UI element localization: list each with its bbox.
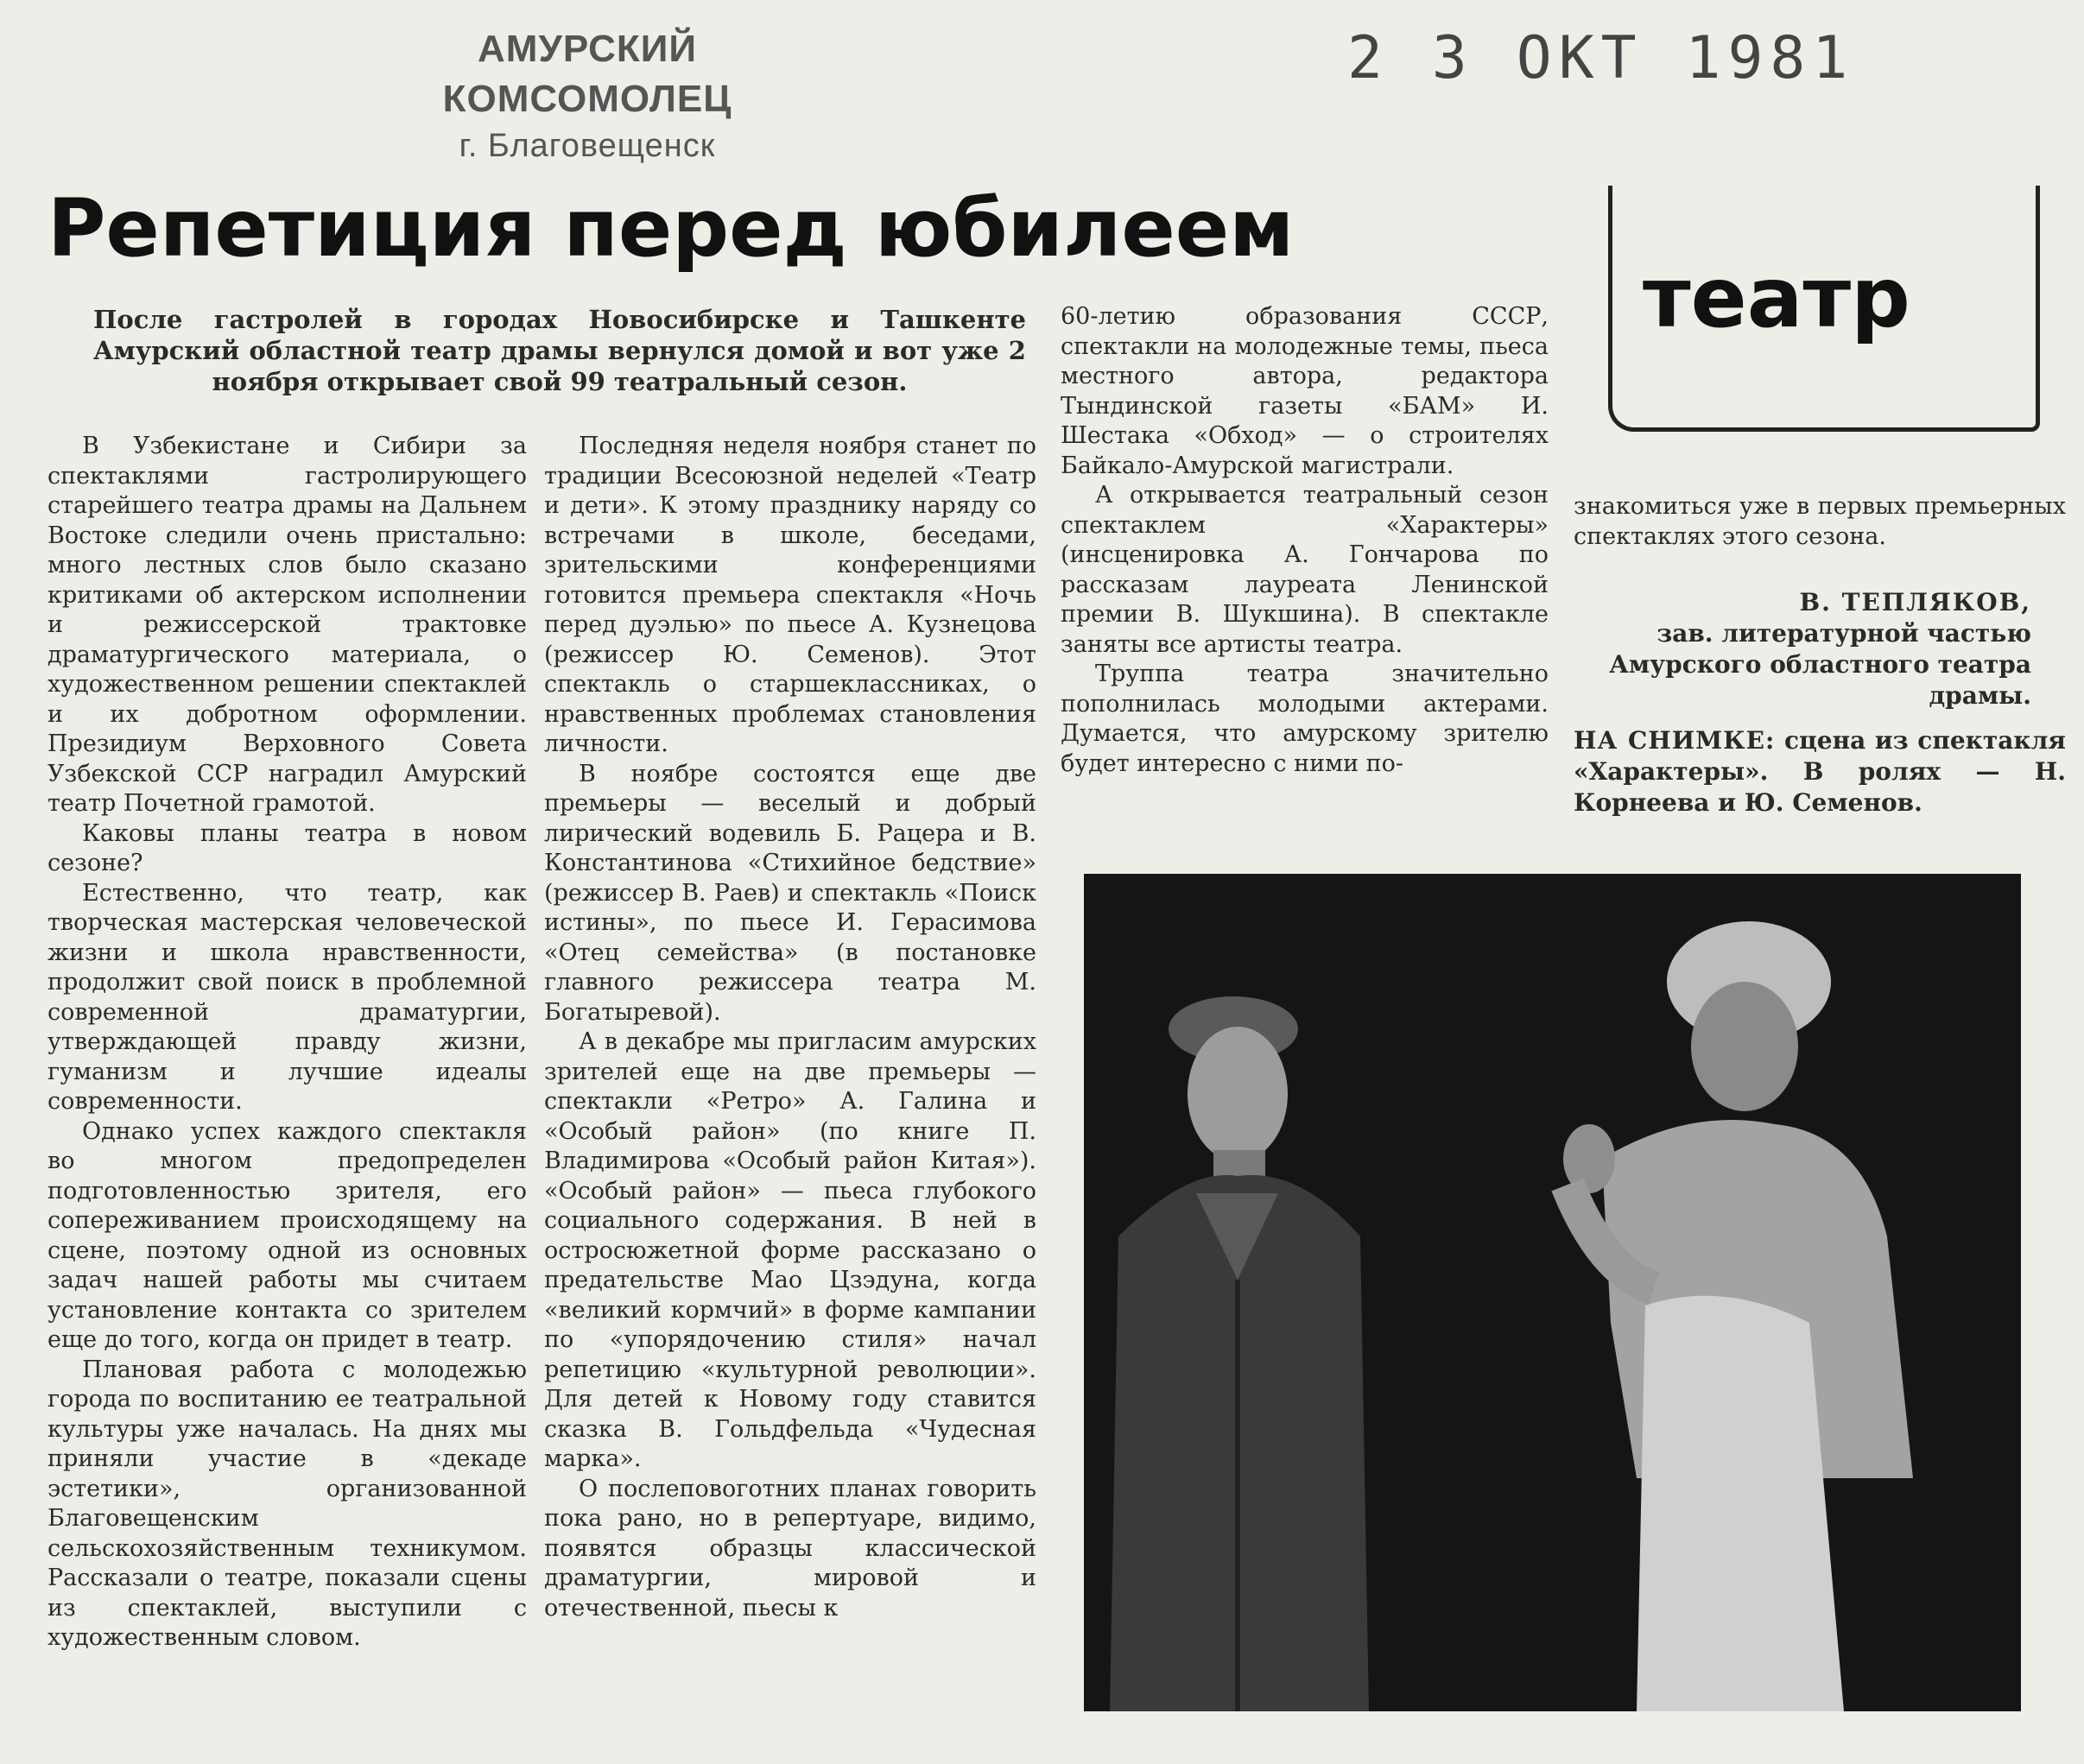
paragraph: Каковы планы театра в новом сезоне? (48, 819, 527, 876)
article-column-2 (544, 432, 1036, 1623)
paragraph: В ноябре состоятся еще две премьеры — веселый и добрый лирический водевиль Б. Рацера и В. Константинова «Стихийное бедствие» (режиссер В. Раев) и спектакль «Поиск истины», по пьесе И. Герасимова «Отец семейства» (в постановке главного режиссера театра М. Богатыревой). (544, 760, 1036, 1026)
date-stamp: 2 3 ОКТ 1981 (1347, 24, 1855, 92)
newspaper-city: г. Благовещенск (459, 128, 716, 164)
paragraph: 60-летию образования СССР, спектакли на молодежные темы, пьеса местного автора, редактора Тындинской газеты «БАМ» И. Шестака «Обход» — о строителях Байкало-Амурской магистрали. (1061, 303, 1549, 479)
masthead-stamp (363, 24, 812, 168)
caption-label: НА СНИМКЕ: (1574, 726, 1776, 755)
paragraph: Естественно, что театр, как творческая мастерская человеческой жизни и школа нравственности, продолжит свой поиск в проблемной современной драматургии, утверждающей правду жизни, гуманизм и лучшие идеалы современности. (48, 879, 527, 1115)
article-lead: После гастролей в городах Новосибирске и Ташкенте Амурский областной театр драмы вернулся домой и вот уже 2 ноября открывает свой 99 театральный сезон. (93, 305, 1026, 396)
paragraph: А в декабре мы пригласим амурских зрителей еще на две премьеры — спектакли «Ретро» А. Галина и «Особый район» (по книге П. Владимирова «Особый район Китая»). «Особый район» — пьеса глубокого социального содержания. В ней в остросюжетной форме рассказано о предательстве Мао Цзэдуна, когда «великий кормчий» в форме кампании по «упорядочению стиля» начал репетицию «культурной революции». Для детей к Новому году ставится сказка В. Гольдфельда «Чудесная марка». (544, 1028, 1036, 1472)
paragraph: знакомиться уже в первых премьерных спектаклях этого сезона. (1574, 493, 2066, 550)
newspaper-name: АМУРСКИЙ КОМСОМОЛЕЦ (442, 28, 732, 120)
paragraph: А открывается театральный сезон спектаклем «Характеры» (инсценировка А. Гончарова по рассказам лауреата Ленинской премии В. Шукшина). В спектакле заняты все артисты театра. (1061, 482, 1549, 658)
paragraph: Труппа театра значительно пополнилась молодыми актерами. Думается, что амурскому зрителю будет интересно с ними по- (1061, 661, 1549, 777)
author-position: зав. литературной частью Амурского областного театра драмы. (1609, 619, 2031, 710)
article-column-4 (1574, 492, 2066, 552)
photo-caption (1574, 725, 2066, 819)
article-column-3 (1061, 302, 1549, 779)
paragraph: В Узбекистане и Сибири за спектаклями гастролирующего старейшего театра драмы на Дальнем Востоке следили очень пристально: много лестных слов было сказано критиками об актерском исполнении и режиссерской трактовке драматургического материала, о художественном решении спектаклей и их добротном оформлении. Президиум Верховного Совета Узбекской ССР наградил Амурский театр Почетной грамотой. (48, 433, 527, 817)
paragraph: Плановая работа с молодежью города по воспитанию ее театральной культуры уже началась. На днях мы приняли участие в «декаде эстетики», организованной Благовещенским сельскохозяйственным техникумом. Рассказали о театре, показали сцены из спектаклей, выступили с художественным словом. (48, 1356, 527, 1651)
caption-text: сцена из спектакля «Характеры». В ролях — Н. Корнеева и Ю. Семенов. (1574, 726, 2066, 817)
stage-photo (1084, 874, 2021, 1711)
paragraph: О послеповоготних планах говорить пока рано, но в репертуаре, видимо, появятся образцы классической драматургии, мировой и отечественной, пьесы к (544, 1475, 1036, 1622)
article-column-1 (48, 432, 527, 1653)
author-name: В. ТЕПЛЯКОВ, (1799, 588, 2031, 616)
author-signature (1574, 587, 2031, 711)
article-headline: Репетиция перед юбилеем (48, 182, 1295, 275)
stage-photo-image (1084, 874, 2021, 1711)
rubric-label: театр (1643, 250, 1910, 346)
rubric-box (1608, 186, 2031, 427)
paragraph: Последняя неделя ноября станет по традиции Всесоюзной неделей «Театр и дети». К этому празднику наряду со встречами в школе, беседами, зрительскими конференциями готовится премьера спектакля «Ночь перед дуэлью» по пьесе А. Кузнецова (режиссер Ю. Семенов). Этот спектакль о старшеклассниках, о нравственных проблемах становления личности. (544, 433, 1036, 757)
paragraph: Однако успех каждого спектакля во многом предопределен подготовленностью зрителя, его сопереживанием происходящему на сцене, поэтому одной из основных задач нашей работы мы считаем установление контакта со зрителем еще до того, когда он придет в театр. (48, 1117, 527, 1353)
